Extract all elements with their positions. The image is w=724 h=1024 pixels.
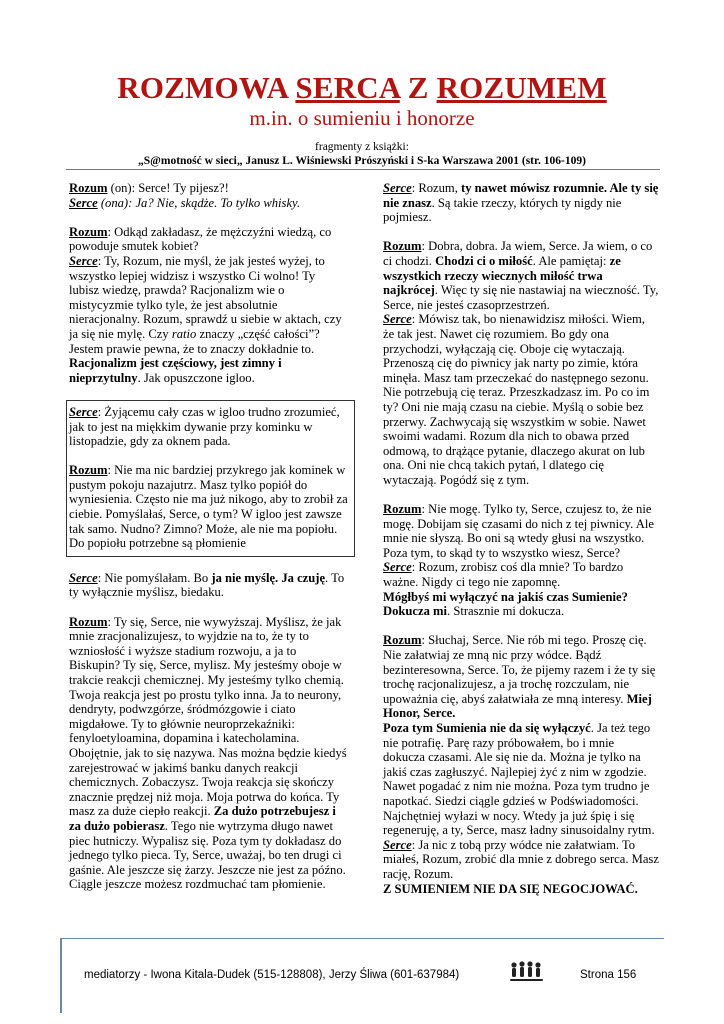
paragraph: Rozum: Nie mogę. Tylko ty, Serce, czujesz to, że nie mogę. Dobijam się czasami do nich z tej piwnicy. Ale mnie nie słyszą. Bo oni są wtedy głusi na wszystko. Poza tym, to skąd ty to wszystko wiesz, Serce? Serce: Rozum, zrobisz coś dla mnie? To bardzo ważne. Nigdy ci tego nie zapomnę. Mógłbyś mi wyłączyć na jakiś czas Sumienie? Dokucza mi. Strasznie mi dokucza. <box>383 502 654 619</box>
speaker-rozum: Rozum <box>69 463 108 478</box>
paragraph: Rozum: Nie ma nic bardziej przykrego jak kominek w pustym pokoju nazajutrz. Masz tylko popiół do wyniesienia. Często nie ma już nikogo, aby to zrobił za ciebie. Pomyślałaś, Serce, o tym? W igloo jest zawsze tak samo. Nudno? Zimno? Może, ale nie ma popiołu. Do popiołu potrzebne są płomienie <box>69 463 348 551</box>
paragraph: Serce (ona): Ja? Nie, skądże. To tylko whisky. <box>69 195 301 210</box>
source-divider <box>66 169 660 170</box>
speaker-serce: Serce <box>69 195 98 210</box>
boxed-exchange <box>66 400 355 557</box>
right-column <box>383 181 659 911</box>
speaker-serce: Serce <box>383 181 412 195</box>
speaker-rozum: Rozum <box>383 633 422 648</box>
people-group-icon <box>509 960 545 989</box>
speaker-rozum: Rozum <box>69 224 108 239</box>
page-title: ROZMOWA SERCA Z ROZUMEM <box>117 70 607 105</box>
speaker-serce: Serce <box>383 837 412 852</box>
page-subtitle: m.in. o sumieniu i honorze <box>249 106 475 130</box>
speaker-rozum: Rozum <box>383 239 422 254</box>
left-column <box>69 181 347 907</box>
footer-contacts: mediatorzy - Iwona Kitala-Dudek (515-128808), Jerzy Śliwa (601-637984) <box>84 969 460 981</box>
footer-vertical-rule <box>60 938 62 1013</box>
closing-line: Z SUMIENIEM NIE DA SIĘ NEGOCJOWAĆ. <box>383 881 638 896</box>
speaker-rozum: Rozum <box>383 502 422 517</box>
speaker-rozum: Rozum <box>69 181 108 195</box>
paragraph: Rozum: Ty się, Serce, nie wywyższaj. Myślisz, że jak mnie zracjonalizujesz, to wyjdzie na to, że ty to wzniosłość i wyższe stadium rozwoju, a ja to Biskupin? Ty się, Serce, mylisz. My jesteśmy oboje w trakcie reakcji chemicznej. My jesteśmy tylko chemią. Twoja reakcja jest po prostu tylko inna. Ja to neurony, dendryty, podwzgórze, śródmózgowie i ciato migdałowe. Ty to głównie neuroprzekaźniki: fenyloetyloamina, dopamina i katecholamina. Obojętnie, jak to się nazywa. Nas można będzie kiedyś zarejestrować w jakimś banku danych reakcji chemicznych. Zobaczysz. Twoja reakcja się skończy znacznie prędzej niż moja. Moja potrwa do końca. Ty masz za duże ciepło reakcji. Za dużo potrzebujesz i za dużo pobierasz. Tego nie wytrzyma długo nawet piec hutniczy. Wypalisz się. Poza tym ty dokładasz do jednego tylko pieca. Ty, Serce, uważaj, bo ten drugi ci gaśnie. Ale jeszcze się żarzy. Jeszcze nie jest za późno. Ciągle jeszcze możesz rozdmuchać tam płomienie. <box>69 614 347 892</box>
speaker-serce: Serce <box>69 253 98 268</box>
paragraph: Rozum: Odkąd zakładasz, że mężczyźni wiedzą, co powoduje smutek kobiet? Serce: Ty, Rozum, nie myśl, że jak jesteś wyżej, to wszystko lepiej widzisz i wszystko Ci wolno! Ty lubisz wiedzę, prawda? Racjonalizm wie o mistycyzmie tylko tyle, że jest absolutnie nieracjonalny. Rozum, sprawdź u siebie w aktach, czy ja się nie mylę. Czy ratio znaczy „część całości”? Jestem prawie pewna, że to znaczy dokładnie to. Racjonalizm jest częściowy, jest zimny i nieprzytulny. Jak opuszczone igloo. <box>69 224 342 385</box>
paragraph: Rozum: Słuchaj, Serce. Nie rób mi tego. Proszę cię. Nie załatwiaj ze mną nic przy wódce. Bądź bezinteresowna, Serce. To, że pijemy razem i że ty się trochę racjonalizujesz, a ja trochę rozczulam, nie upoważnia cię, abyś załatwiała ze mną interesy. Miej Honor, Serce. Poza tym Sumienia nie da się wyłączyć. Ja też tego nie potrafię. Parę razy próbowałem, bo i mnie dokucza czasami. Ale się nie da. Można je tylko na jakiś czas zagłuszyć. Najlepiej żyć z nim w zgodzie. Nawet pogadać z nim nie można. Poza tym trudno je napotkać. Siedzi ciągle gdzieś w Podświadomości. Najchętniej wyłazi w nocy. Wtedy ja już śpię i się regeneruję, a ty, Serce, masz ładny sinusoidalny rytm. Serce: Ja nic z tobą przy wódce nie załatwiam. To miałeś, Rozum, zrobić dla mnie z dobrego serca. Masz rację, Rozum. Z SUMIENIEM NIE DA SIĘ NEGOCJOWAĆ. <box>383 633 659 896</box>
source-citation <box>0 140 724 168</box>
paragraph: Serce: Żyjącemu cały czas w igloo trudno zrozumieć, jak to jest na miękkim dywanie przy kominku w listopadzie, gdy za oknem pada. <box>69 404 340 449</box>
paragraph: Serce: Rozum, ty nawet mówisz rozumnie. Ale ty się nie znasz. Są takie rzeczy, których ty nigdy nie pojmiesz. <box>383 181 659 225</box>
speaker-serce: Serce <box>383 560 412 575</box>
source-reference: „S@motność w sieci„ Janusz L. Wiśniewski Prószyński i S-ka Warszawa 2001 (str. 106-109) <box>138 155 586 167</box>
speaker-rozum: Rozum <box>69 614 108 629</box>
paragraph: Serce: Nie pomyślałam. Bo ja nie myślę. Ja czuję. To ty wyłącznie myślisz, biedaku. <box>69 570 345 600</box>
source-label: fragmenty z książki: <box>315 141 409 153</box>
page-number: Strona 156 <box>580 969 637 981</box>
footer-horizontal-rule <box>60 938 664 939</box>
speaker-serce: Serce <box>69 404 98 419</box>
speaker-serce: Serce <box>69 570 98 585</box>
speaker-serce: Serce <box>383 312 412 327</box>
paragraph: Rozum: Dobra, dobra. Ja wiem, Serce. Ja wiem, o co ci chodzi. Chodzi ci o miłość. Ale pamiętaj: ze wszystkich rzeczy wiecznych miłość trwa najkrócej. Więc ty się nie nastawiaj na wieczność. Ty, Serce, nie jesteś czasoprzestrzeń. Serce: Mówisz tak, bo nienawidzisz miłości. Wiem, że tak jest. Nawet cię rozumiem. Bo gdy ona przychodzi, wyłączają cię. Oboje cię wytaczają. Przenoszą cię do piwnicy jak narty po zimie, która minęła. Masz tam przeczekać do następnego sezonu. Nie potrzebują cię teraz. Przeszkadzasz im. Po co im ty? Oni nie mają czasu na ciebie. Myślą o sobie bez przerwy. Zachwycają się wszystkim w sobie. Nawet swoimi wadami. Rozum dla nich to obawa przed odmową, to drążące pytanie, dlaczego akurat on lub ona. Oni nie chcą takich pytań, l dlatego cię wytaczają. Pogódź się z tym. <box>383 239 659 487</box>
paragraph: Rozum (on): Serce! Ty pijesz?! <box>69 181 229 195</box>
